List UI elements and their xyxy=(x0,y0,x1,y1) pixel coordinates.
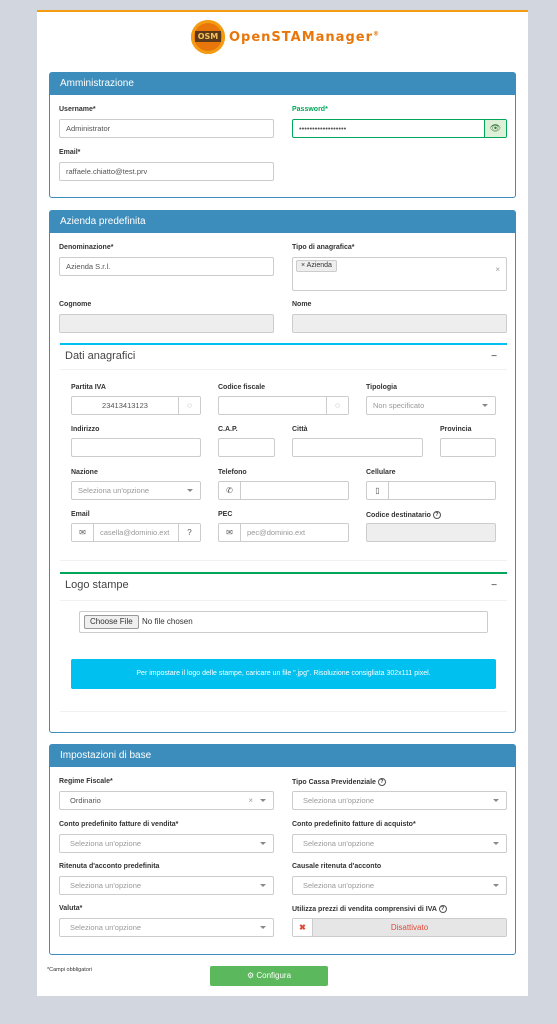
denominazione-label: Denominazione* xyxy=(59,244,114,251)
chevron-down-icon xyxy=(493,842,499,845)
settings-title: Impostazioni di base xyxy=(50,745,515,767)
logo-info-alert: Per impostare il logo delle stampe, caricare un file ".jpg". Risoluzione consigliata 302x111 pixel. xyxy=(71,659,496,689)
piva-label: Partita IVA xyxy=(71,384,106,391)
ritenuta-placeholder: Seleziona un'opzione xyxy=(70,881,142,890)
cognome-input[interactable] xyxy=(59,314,274,333)
envelope-icon: ✉ xyxy=(72,524,94,541)
chevron-down-icon xyxy=(260,926,266,929)
mobile-icon: ▯ xyxy=(367,482,389,499)
tipologia-value: Non specificato xyxy=(373,401,425,410)
email-input[interactable]: raffaele.chiatto@test.prv xyxy=(59,162,274,181)
required-note: *Campi obbligatori xyxy=(47,967,92,973)
cap-input[interactable] xyxy=(218,438,275,457)
chevron-down-icon xyxy=(493,884,499,887)
email-label: Email* xyxy=(59,149,81,156)
question-icon[interactable]: ? xyxy=(433,511,441,519)
email-anag-input[interactable] xyxy=(71,523,201,542)
acquisto-placeholder: Seleziona un'opzione xyxy=(303,839,375,848)
valuta-placeholder: Seleziona un'opzione xyxy=(70,923,142,932)
chevron-down-icon xyxy=(260,842,266,845)
admin-box xyxy=(49,72,516,198)
clear-icon[interactable]: × xyxy=(495,265,500,274)
nome-input[interactable] xyxy=(292,314,507,333)
gear-icon: ⚙ xyxy=(246,971,255,980)
cassa-placeholder: Seleziona un'opzione xyxy=(303,796,375,805)
iva-toggle[interactable] xyxy=(292,918,507,937)
gear-icon xyxy=(191,20,225,54)
pec-input[interactable] xyxy=(218,523,349,542)
company-title: Azienda predefinita xyxy=(50,211,515,233)
iva-toggle-value: Disattivato xyxy=(390,923,429,932)
codice-dest-input[interactable] xyxy=(366,523,496,542)
brand-name: OpenSTAManager xyxy=(229,29,373,45)
spinner-icon[interactable]: ◌ xyxy=(178,397,200,414)
iva-label: Utilizza prezzi di vendita comprensivi di IVA xyxy=(292,905,437,913)
tipo-tag[interactable]: × Azienda xyxy=(296,260,337,272)
app-logo: OSM OpenSTAManager® xyxy=(191,20,381,54)
configura-label: Configura xyxy=(256,971,292,980)
indirizzo-label: Indirizzo xyxy=(71,426,100,433)
logo-file-input[interactable] xyxy=(79,611,488,633)
spinner-icon[interactable]: ◌ xyxy=(326,397,348,414)
ritenuta-select[interactable] xyxy=(59,876,274,895)
close-icon: ✖ xyxy=(293,919,313,936)
phone-icon: ✆ xyxy=(219,482,241,499)
pec-placeholder: pec@dominio.ext xyxy=(247,528,306,537)
vendita-label: Conto predefinito fatture di vendita* xyxy=(59,821,179,828)
causale-select[interactable] xyxy=(292,876,507,895)
clear-icon[interactable]: × xyxy=(248,796,253,805)
cf-input[interactable] xyxy=(218,396,349,415)
causale-placeholder: Seleziona un'opzione xyxy=(303,881,375,890)
question-icon[interactable]: ? xyxy=(378,778,386,786)
chevron-down-icon xyxy=(260,884,266,887)
logo-stampe-panel xyxy=(60,572,507,712)
cap-label: C.A.P. xyxy=(218,426,238,433)
email-anag-label: Email xyxy=(71,511,90,518)
piva-input[interactable] xyxy=(71,396,201,415)
acquisto-select[interactable] xyxy=(292,834,507,853)
envelope-icon: ✉ xyxy=(219,524,241,541)
no-file-text: No file chosen xyxy=(142,617,193,626)
telefono-input[interactable] xyxy=(218,481,349,500)
password-label: Password* xyxy=(292,106,328,113)
eye-icon[interactable]: 👁 xyxy=(484,120,506,137)
regime-select[interactable] xyxy=(59,791,274,810)
username-input[interactable]: Administrator xyxy=(59,119,274,138)
company-box xyxy=(49,210,516,733)
chevron-down-icon xyxy=(187,489,193,492)
settings-box xyxy=(49,744,516,955)
chevron-down-icon xyxy=(260,799,266,802)
tipo-select[interactable] xyxy=(292,257,507,291)
citta-input[interactable] xyxy=(292,438,423,457)
regime-label: Regime Fiscale* xyxy=(59,778,113,785)
logo-letters: OSM xyxy=(195,31,221,42)
ritenuta-label: Ritenuta d'acconto predefinita xyxy=(59,863,160,870)
admin-title: Amministrazione xyxy=(50,73,515,95)
telefono-label: Telefono xyxy=(218,469,247,476)
cassa-label: Tipo Cassa Previdenziale xyxy=(292,778,376,786)
question-icon[interactable]: ? xyxy=(439,905,447,913)
denominazione-input[interactable]: Azienda S.r.l. xyxy=(59,257,274,276)
tipo-label: Tipo di anagrafica* xyxy=(292,244,355,251)
logo-stampe-title: Logo stampe xyxy=(65,579,129,591)
anagrafica-panel xyxy=(60,343,507,561)
codice-dest-label: Codice destinatario xyxy=(366,511,431,519)
indirizzo-input[interactable] xyxy=(71,438,201,457)
cassa-select[interactable] xyxy=(292,791,507,810)
chevron-down-icon xyxy=(493,799,499,802)
valuta-label: Valuta* xyxy=(59,905,83,912)
regime-value: Ordinario xyxy=(70,796,101,805)
pec-label: PEC xyxy=(218,511,233,518)
nazione-placeholder: Seleziona un'opzione xyxy=(78,486,150,495)
nome-label: Nome xyxy=(292,301,312,308)
nazione-select[interactable] xyxy=(71,481,201,500)
password-input[interactable] xyxy=(292,119,507,138)
cf-label: Codice fiscale xyxy=(218,384,266,391)
cellulare-label: Cellulare xyxy=(366,469,396,476)
username-label: Username* xyxy=(59,106,96,113)
collapse-icon[interactable]: − xyxy=(491,580,497,591)
setup-page xyxy=(37,10,528,996)
choose-file-button[interactable]: Choose File xyxy=(84,615,139,629)
vendita-placeholder: Seleziona un'opzione xyxy=(70,839,142,848)
question-icon[interactable]: ? xyxy=(178,524,200,541)
citta-label: Città xyxy=(292,426,308,433)
password-value: •••••••••••••••••• xyxy=(299,124,347,133)
tipologia-label: Tipologia xyxy=(366,384,397,391)
acquisto-label: Conto predefinito fatture di acquisto* xyxy=(292,821,416,828)
provincia-input[interactable] xyxy=(440,438,496,457)
cellulare-input[interactable] xyxy=(366,481,496,500)
configura-button[interactable] xyxy=(210,966,328,986)
valuta-select[interactable] xyxy=(59,918,274,937)
causale-label: Causale ritenuta d'acconto xyxy=(292,863,382,870)
vendita-select[interactable] xyxy=(59,834,274,853)
collapse-icon[interactable]: − xyxy=(491,351,497,362)
provincia-label: Provincia xyxy=(440,426,472,433)
cognome-label: Cognome xyxy=(59,301,92,308)
piva-value: 23413413123 xyxy=(102,401,148,410)
nazione-label: Nazione xyxy=(71,469,98,476)
tipologia-select[interactable] xyxy=(366,396,496,415)
anagrafica-title: Dati anagrafici xyxy=(65,350,136,362)
chevron-down-icon xyxy=(482,404,488,407)
email-anag-placeholder: casella@dominio.ext xyxy=(100,528,170,537)
